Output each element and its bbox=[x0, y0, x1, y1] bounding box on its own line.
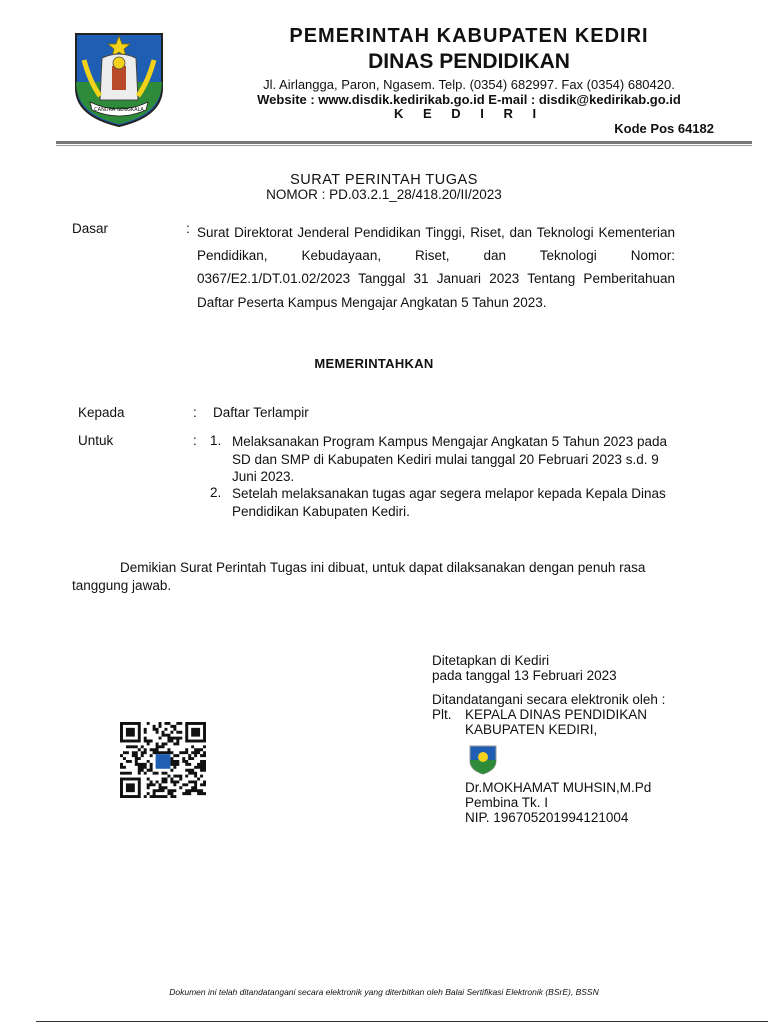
government-name: PEMERINTAH KABUPATEN KEDIRI bbox=[289, 25, 649, 47]
page-bottom-divider bbox=[36, 1021, 768, 1022]
basis-label: Dasar bbox=[72, 221, 109, 236]
purpose-item-number: 2. bbox=[210, 485, 222, 500]
recipient-colon: : bbox=[193, 405, 197, 420]
small-emblem-icon bbox=[467, 743, 499, 775]
document-title: SURAT PERINTAH TUGAS bbox=[290, 172, 478, 188]
recipient-value: Daftar Terlampir bbox=[213, 405, 309, 420]
signature-electronic-note: Ditandatangani secara elektronik oleh : bbox=[432, 692, 666, 707]
signatory-rank: Pembina Tk. I bbox=[465, 795, 549, 810]
signature-role-line1: KEPALA DINAS PENDIDIKAN bbox=[465, 707, 648, 722]
signature-date: pada tanggal 13 Februari 2023 bbox=[432, 668, 617, 683]
basis-text: Surat Direktorat Jenderal Pendidikan Tinggi, Riset, dan Teknologi Kementerian Pendidikan, Kebudayaan, Riset, dan Teknologi Nomor: 0367/E2.1/DT.01.02/2023 Tanggal 31 Januari 2023 Tentang Pemberitahuan Daftar Peserta Kampus Mengajar Angkatan 5 Tahun 2023. bbox=[197, 225, 675, 310]
address-line: Jl. Airlangga, Paron, Ngasem. Telp. (0354) 682997. Fax (0354) 680420. bbox=[263, 77, 675, 92]
closing-paragraph: Demikian Surat Perintah Tugas ini dibuat, untuk dapat dilaksanakan dengan penuh rasa tanggung jawab. bbox=[72, 560, 646, 593]
command-heading: MEMERINTAHKAN bbox=[314, 356, 434, 371]
emblem-motto: CANDRA SENGKALA bbox=[94, 107, 144, 113]
website-email-line: Website : www.disdik.kedirikab.go.id E-mail : disdik@kedirikab.go.id bbox=[257, 92, 681, 107]
purpose-item-number: 1. bbox=[210, 433, 222, 448]
purpose-item-text: Melaksanakan Program Kampus Mengajar Angkatan 5 Tahun 2023 pada SD dan SMP di Kabupaten Kediri mulai tanggal 20 Februari 2023 s.d. 9 Juni 2023. bbox=[232, 434, 668, 484]
document-number: NOMOR : PD.03.2.1_28/418.20/II/2023 bbox=[266, 187, 502, 202]
kediri-regency-emblem-icon bbox=[72, 30, 166, 128]
signature-place: Ditetapkan di Kediri bbox=[432, 653, 550, 668]
postal-code: Kode Pos 64182 bbox=[614, 121, 714, 136]
signatory-nip: NIP. 196705201994121004 bbox=[465, 810, 629, 825]
purpose-item-text: Setelah melaksanakan tugas agar segera melapor kepada Kepala Dinas Pendidikan Kabupaten Kediri. bbox=[232, 486, 666, 519]
department-name: DINAS PENDIDIKAN bbox=[368, 50, 570, 73]
e-signature-footer-note: Dokumen ini telah ditandatangani secara elektronik yang diterbitkan oleh Balai Sertifikasi Elektronik (BSrE), BSSN bbox=[169, 987, 599, 997]
recipient-label: Kepada bbox=[78, 405, 125, 420]
basis-colon: : bbox=[186, 221, 190, 236]
letterhead-divider-thick bbox=[56, 141, 752, 144]
purpose-label: Untuk bbox=[78, 433, 114, 448]
signatory-name: Dr.MOKHAMAT MUHSIN,M.Pd bbox=[465, 780, 652, 795]
letterhead-divider-thin bbox=[56, 145, 752, 146]
city-name: K E D I R I bbox=[393, 106, 545, 121]
signature-plt: Plt. bbox=[432, 707, 452, 722]
qr-code-icon bbox=[120, 722, 206, 798]
purpose-colon: : bbox=[193, 433, 197, 448]
signature-role-line2: KABUPATEN KEDIRI, bbox=[465, 722, 598, 737]
